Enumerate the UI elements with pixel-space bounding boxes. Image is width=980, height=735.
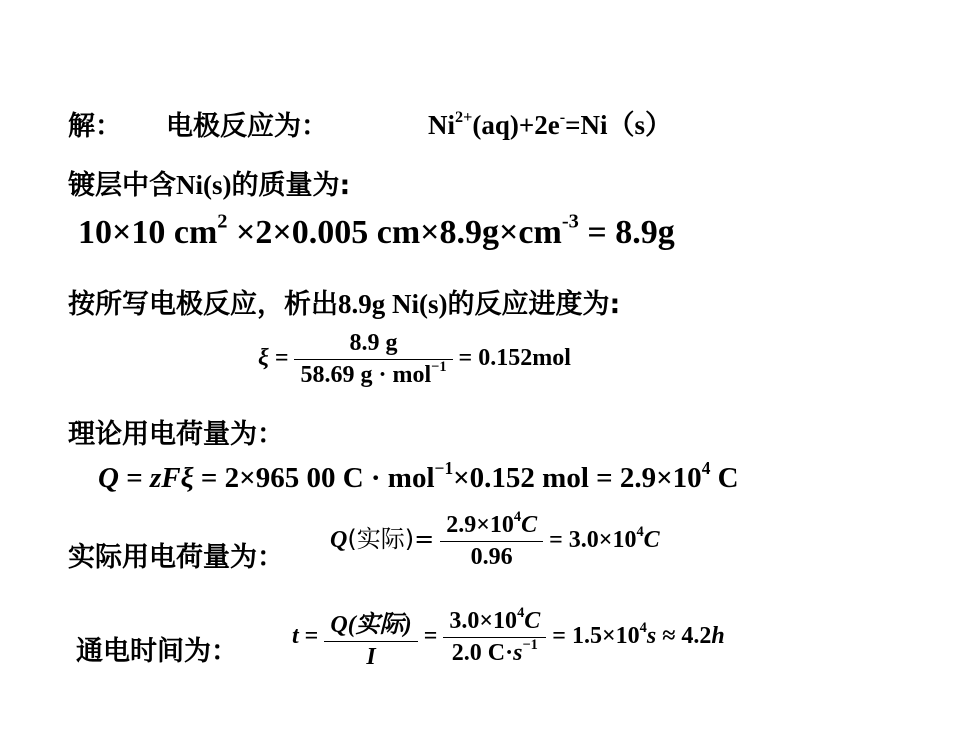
reaction-extent-suffix: 的反应进度为: — [447, 289, 621, 320]
actual-fraction — [440, 509, 543, 571]
charge-power-exp: 4 — [701, 457, 711, 478]
reaction-extent-prefix: 按所写电极反应，析出 — [68, 289, 338, 320]
mass-calc-result: = 8.9g — [587, 214, 675, 251]
coating-mass-prefix: 镀层中含 — [68, 170, 176, 201]
time-fraction-1-den: I — [366, 644, 376, 670]
charge-eq1: = — [118, 462, 150, 494]
charge-mid: = 2×965 00 C · mol — [193, 462, 435, 494]
extent-denominator-text: 58.69 g · mol — [300, 362, 432, 388]
reaction-extent-mass: 8.9g Ni(s) — [338, 289, 448, 319]
coating-mass-species: Ni(s) — [176, 170, 232, 200]
time-result-s: s — [646, 623, 657, 650]
time-result-exp: 4 — [639, 620, 647, 637]
reaction-aq: (aq)+2e — [472, 110, 560, 140]
coating-mass-heading — [68, 163, 350, 202]
actual-num-unit: C — [521, 512, 538, 538]
actual-num-exp: 4 — [513, 509, 522, 526]
reaction-extent-formula — [258, 330, 571, 389]
time-den2-text: 2.0 C· — [451, 640, 514, 666]
time-den2-s: s — [513, 640, 523, 666]
time-fraction-2-num — [443, 605, 546, 638]
time-result: = 1.5×10 — [552, 623, 640, 650]
reaction-ni: Ni — [428, 110, 455, 140]
reaction-charge: 2+ — [455, 107, 473, 126]
actual-num-text: 2.9×10 — [446, 512, 514, 538]
solution-label: 解： — [68, 111, 122, 142]
time-num2-unit: C — [524, 608, 541, 634]
actual-result: = 3.0×10 — [549, 527, 637, 554]
mass-calc-area: 10×10 cm — [78, 214, 218, 251]
actual-denominator: 0.96 — [470, 544, 513, 570]
extent-denominator — [294, 360, 452, 389]
mass-calc-area-exp: 2 — [217, 210, 228, 233]
coating-mass-suffix: 的质量为: — [231, 170, 351, 201]
actual-charge-heading: 实际用电荷量为： — [68, 542, 284, 573]
time-heading: 通电时间为： — [76, 636, 238, 667]
actual-result-unit: C — [643, 527, 660, 554]
extent-numerator: 8.9 g — [294, 330, 452, 360]
theoretical-charge-heading: 理论用电荷量为： — [68, 419, 284, 450]
extent-result: = 0.152mol — [458, 345, 571, 372]
actual-result-exp: 4 — [636, 524, 644, 541]
actual-numerator — [440, 509, 543, 542]
actual-paren: (实际)= — [347, 525, 435, 554]
charge-q: Q — [98, 462, 119, 494]
charge-zfxi: zFξ — [149, 462, 194, 494]
electrode-reaction-title: 电极反应为： — [166, 111, 328, 142]
actual-charge-formula — [330, 509, 660, 571]
reaction-product: =Ni（s） — [565, 110, 672, 140]
time-approx: ≈ 4.2 — [656, 623, 712, 650]
charge-unit: C — [710, 462, 739, 494]
electrode-reaction-equation — [428, 103, 672, 142]
time-eq: = — [298, 623, 319, 650]
theoretical-charge-formula — [98, 457, 739, 495]
extent-denominator-exp: −1 — [431, 359, 447, 376]
xi-lhs: ξ = — [258, 345, 289, 372]
time-t: t — [292, 623, 299, 650]
time-num2-text: 3.0×10 — [449, 608, 518, 634]
charge-mol-exp: −1 — [434, 457, 454, 478]
mass-calculation — [78, 210, 675, 252]
time-h: h — [711, 623, 725, 650]
time-num2-exp: 4 — [517, 605, 525, 622]
mass-calc-density-exp: -3 — [561, 210, 579, 233]
time-eq2: = — [423, 623, 438, 650]
time-fraction-1-num — [324, 604, 417, 642]
mass-calc-factors: ×2×0.005 cm×8.9g×cm — [236, 214, 562, 251]
reaction-electron-sign: - — [559, 107, 566, 126]
charge-mid2: ×0.152 mol = 2.9×10 — [453, 462, 702, 494]
actual-q: Q — [330, 527, 348, 554]
time-den2-exp: −1 — [522, 637, 538, 654]
time-fraction-2-den — [443, 638, 546, 667]
extent-fraction — [294, 330, 452, 389]
time-num1-text: Q(实际) — [330, 612, 412, 638]
time-formula — [292, 604, 725, 671]
time-fraction-1 — [324, 604, 417, 671]
reaction-extent-heading — [68, 282, 620, 321]
time-fraction-2 — [443, 605, 546, 667]
